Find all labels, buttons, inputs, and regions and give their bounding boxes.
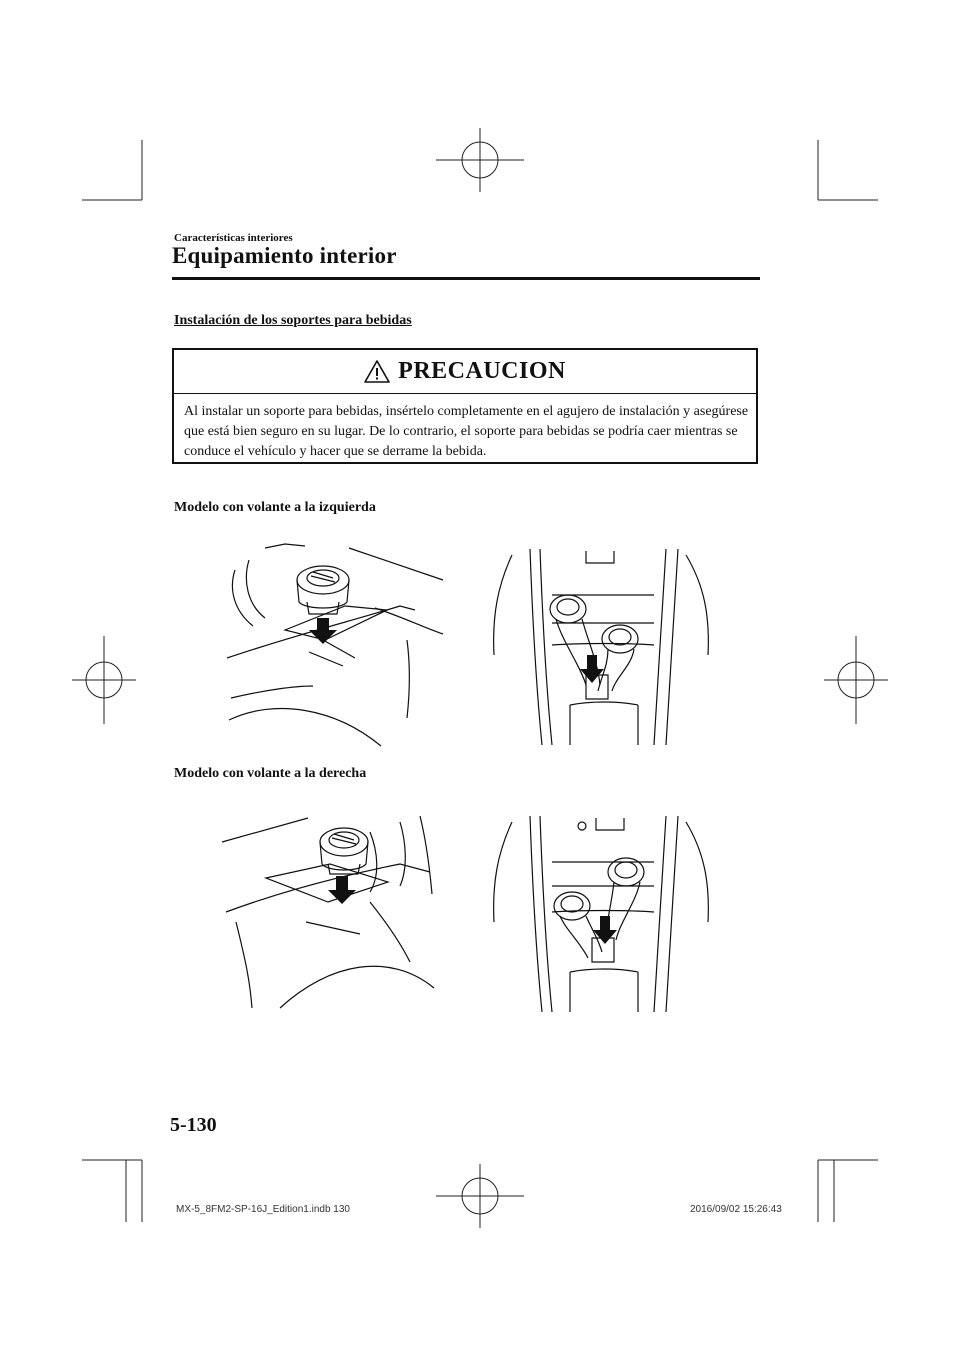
illustration-lhd-top-view [490, 545, 715, 745]
caution-box [172, 348, 758, 464]
warning-triangle-icon [364, 360, 390, 383]
caution-title: PRECAUCION [398, 358, 566, 384]
section-label: Características interiores [174, 232, 293, 244]
caution-header [174, 350, 756, 394]
title-rule [172, 277, 760, 280]
model-label-left-hand-drive: Modelo con volante a la izquierda [174, 500, 376, 515]
model-label-right-hand-drive: Modelo con volante a la derecha [174, 766, 367, 781]
footer-timestamp: 2016/09/02 15:26:43 [690, 1204, 782, 1215]
page-number: 5-130 [170, 1114, 217, 1136]
illustration-lhd-side-view [225, 540, 450, 748]
caution-text: Al instalar un soporte para bebidas, insértelo completamente en el agujero de instalación y asegúrese que está bien seguro en su lugar. De lo contrario, el soporte para bebidas se podría caer mientras se conduce el vehículo y hacer que se derrame la bebida. [184, 404, 749, 459]
footer-file-info: MX-5_8FM2-SP-16J_Edition1.indb 130 [176, 1204, 350, 1215]
subheading: Instalación de los soportes para bebidas [174, 313, 412, 328]
illustration-rhd-top-view [490, 812, 715, 1012]
page-title: Equipamiento interior [172, 243, 397, 268]
illustration-rhd-side-view [220, 812, 445, 1012]
